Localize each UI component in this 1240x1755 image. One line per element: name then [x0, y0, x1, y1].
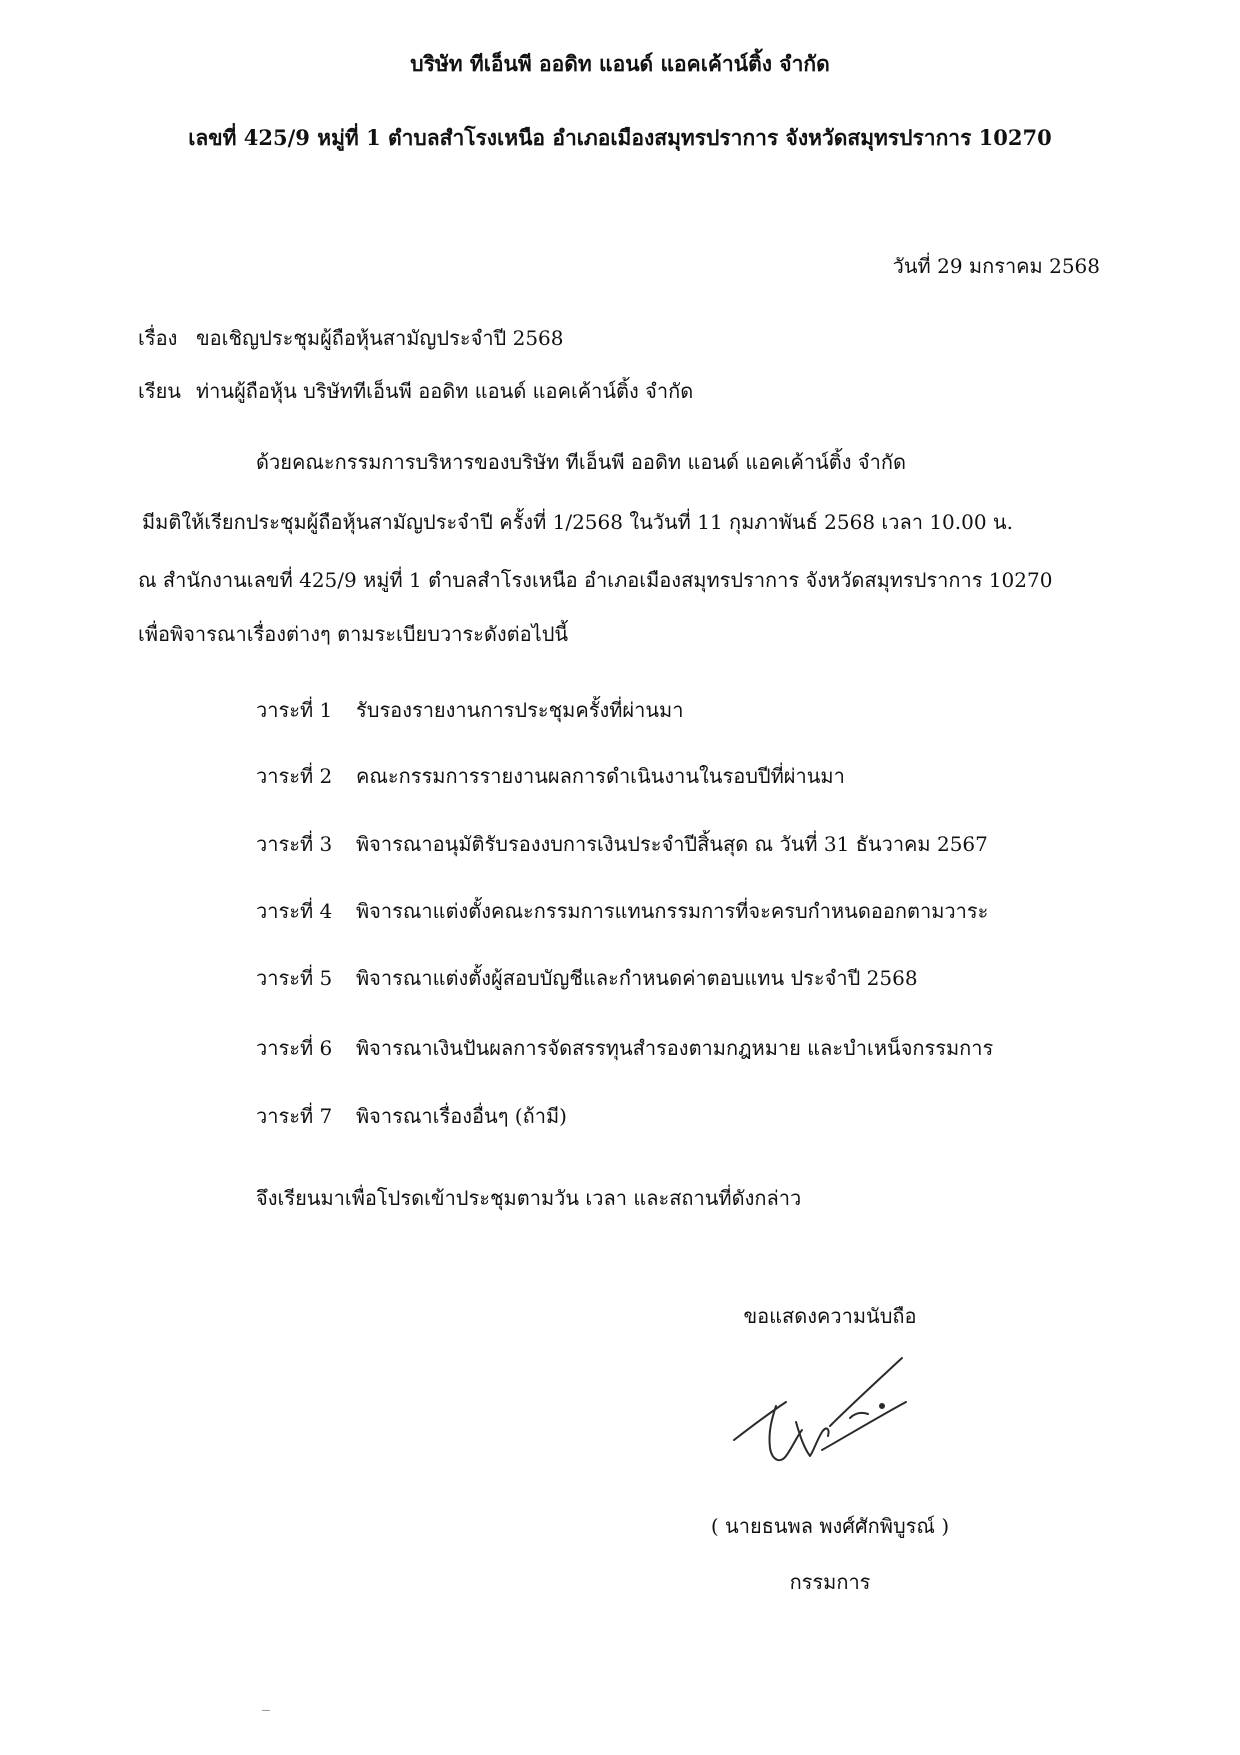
- recipient-label: เรียน: [138, 379, 181, 403]
- body-line-4: เพื่อพิจารณาเรื่องต่างๆ ตามระเบียบวาระดังต่อไปนี้: [138, 622, 569, 646]
- company-name: บริษัท ทีเอ็นพี ออดิท แอนด์ แอคเค้าน์ติ้ง จำกัด: [410, 51, 830, 76]
- agenda-number: วาระที่ 1: [256, 698, 333, 722]
- agenda-item: พิจารณาอนุมัติรับรองงบการเงินประจำปีสิ้นสุด ณ วันที่ 31 ธันวาคม 2567: [356, 832, 988, 856]
- signer-title: กรรมการ: [789, 1570, 871, 1594]
- recipient-text: ท่านผู้ถือหุ้น บริษัททีเอ็นพี ออดิท แอนด์ แอคเค้าน์ติ้ง จำกัด: [196, 379, 694, 403]
- body-line-1: ด้วยคณะกรรมการบริหารของบริษัท ทีเอ็นพี ออดิท แอนด์ แอคเค้าน์ติ้ง จำกัด: [256, 450, 906, 474]
- signature-mark: [730, 1352, 910, 1472]
- subject-label: เรื่อง: [138, 326, 178, 350]
- company-address: เลขที่ 425/9 หมู่ที่ 1 ตำบลสำโรงเหนือ อำเภอเมืองสมุทรปราการ จังหวัดสมุทรปราการ 10270: [188, 125, 1052, 150]
- agenda-number: วาระที่ 2: [256, 764, 333, 788]
- agenda-item: พิจารณาเงินปันผลการจัดสรรทุนสำรองตามกฎหมาย และบำเหน็จกรรมการ: [356, 1036, 994, 1060]
- agenda-number: วาระที่ 3: [256, 832, 333, 856]
- agenda-number: วาระที่ 6: [256, 1036, 333, 1060]
- agenda-number: วาระที่ 4: [256, 899, 333, 923]
- body-line-2: มีมติให้เรียกประชุมผู้ถือหุ้นสามัญประจำปี ครั้งที่ 1/2568 ในวันที่ 11 กุมภาพันธ์ 2568 เวลา 10.00 น.: [142, 510, 1013, 534]
- agenda-item: พิจารณาเรื่องอื่นๆ (ถ้ามี): [356, 1104, 567, 1128]
- agenda-number: วาระที่ 7: [256, 1104, 333, 1128]
- agenda-item: พิจารณาแต่งตั้งผู้สอบบัญชีและกำหนดค่าตอบแทน ประจำปี 2568: [356, 966, 918, 990]
- letter-date: วันที่ 29 มกราคม 2568: [892, 254, 1100, 278]
- agenda-item: พิจารณาแต่งตั้งคณะกรรมการแทนกรรมการที่จะครบกำหนดออกตามวาระ: [356, 899, 989, 923]
- signer-name: ( นายธนพล พงศ์ศักพิบูรณ์ ): [710, 1514, 950, 1538]
- agenda-item: รับรองรายงานการประชุมครั้งที่ผ่านมา: [356, 698, 684, 722]
- agenda-number: วาระที่ 5: [256, 966, 333, 990]
- subject-text: ขอเชิญประชุมผู้ถือหุ้นสามัญประจำปี 2568: [196, 326, 564, 350]
- regards: ขอแสดงความนับถือ: [743, 1304, 917, 1328]
- agenda-item: คณะกรรมการรายงานผลการดำเนินงานในรอบปีที่ผ่านมา: [356, 764, 845, 788]
- page-footer-mark: [262, 1710, 270, 1711]
- body-line-3: ณ สำนักงานเลขที่ 425/9 หมู่ที่ 1 ตำบลสำโรงเหนือ อำเภอเมืองสมุทรปราการ จังหวัดสมุทรปราการ 10270: [138, 568, 1053, 592]
- closing-sentence: จึงเรียนมาเพื่อโปรดเข้าประชุมตามวัน เวลา และสถานที่ดังกล่าว: [256, 1186, 802, 1210]
